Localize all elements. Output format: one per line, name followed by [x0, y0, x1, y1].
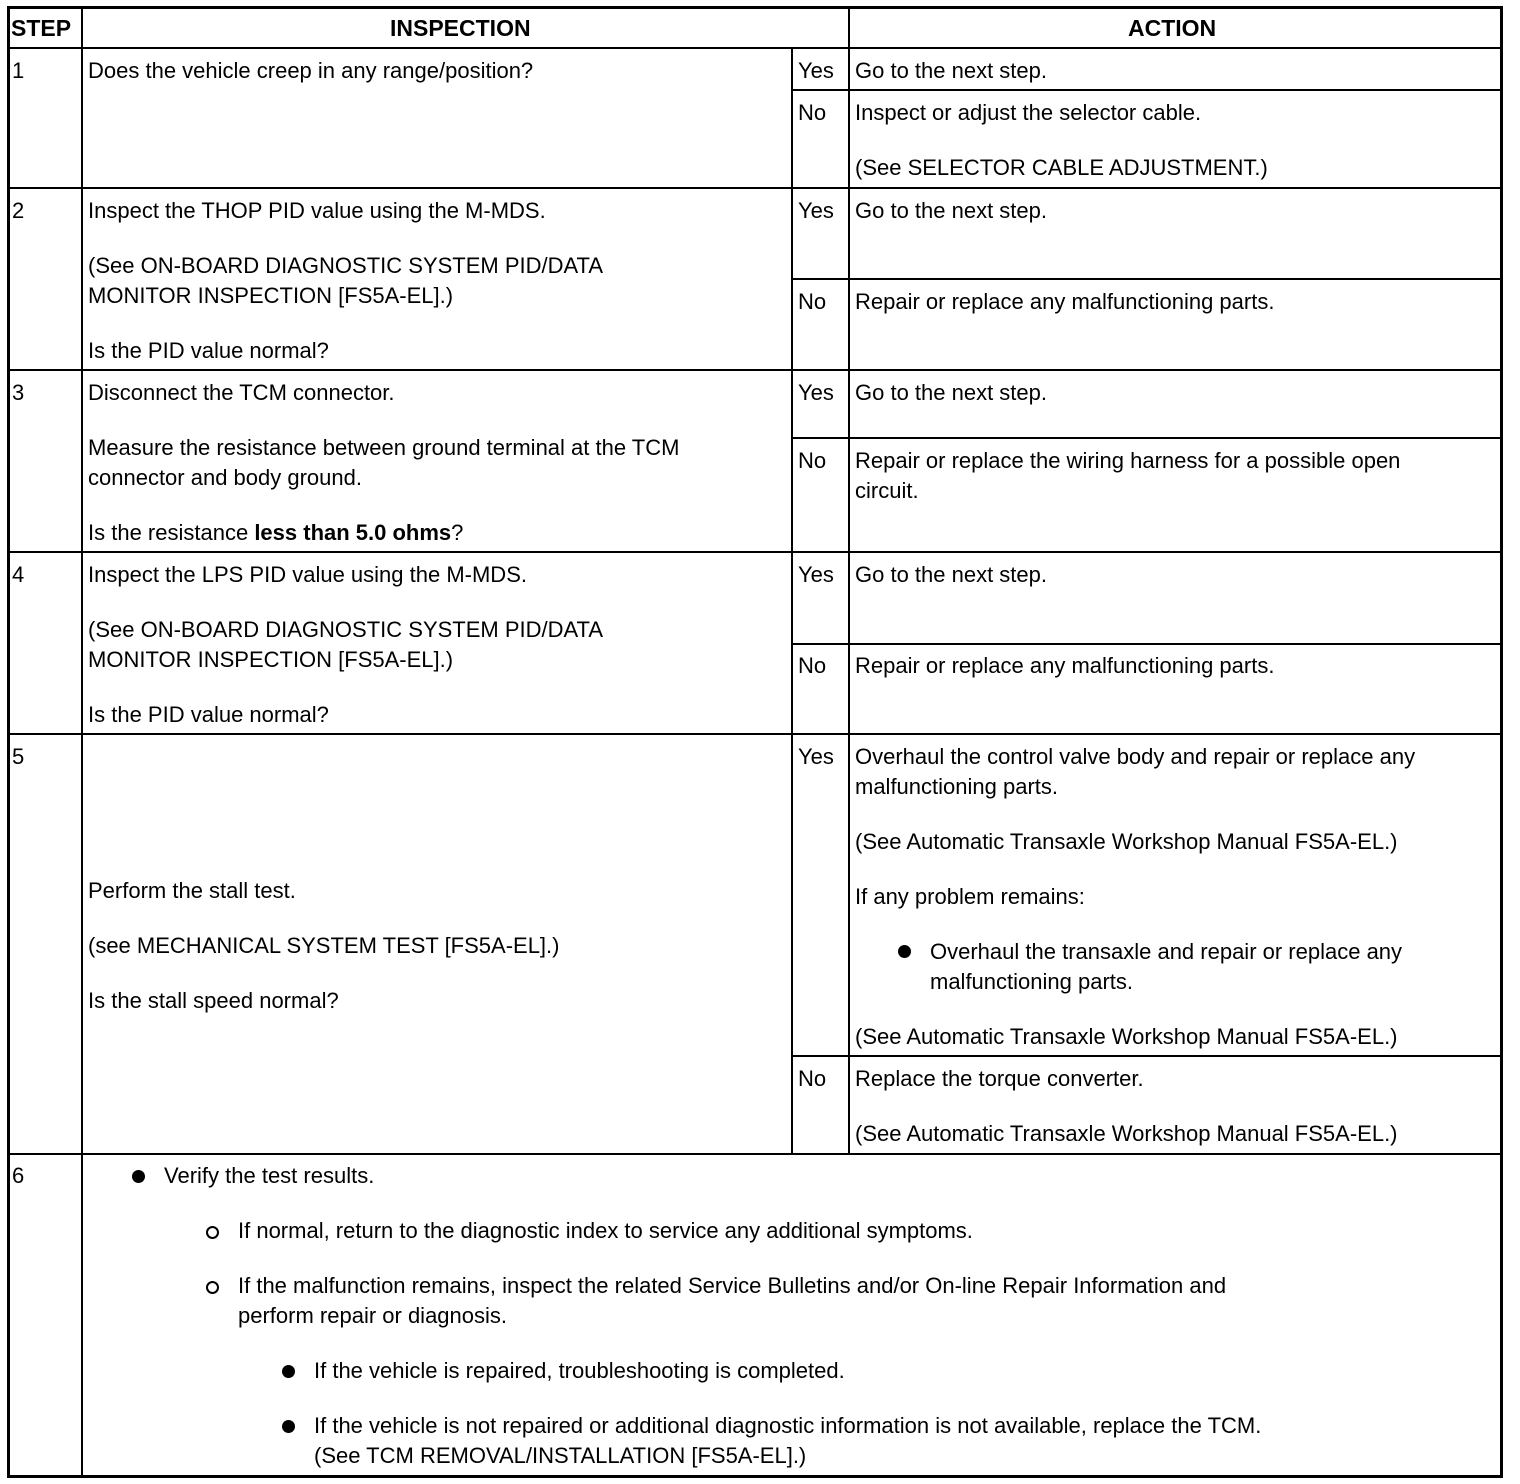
no-label: No [798, 653, 827, 678]
table-border-bottom [7, 1475, 1503, 1478]
inspection-text: Inspect the LPS PID value using the M-MDS. [88, 562, 527, 587]
inspection-text: Is the stall speed normal? [88, 988, 339, 1013]
table-border-right [1500, 6, 1503, 1478]
yes-label: Yes [798, 380, 834, 405]
yes-action-text: Go to the next step. [855, 198, 1048, 223]
yes-action-text: If any problem remains: [855, 884, 1085, 909]
inspection-text: Is the PID value normal? [88, 338, 329, 363]
inspection-text: Perform the stall test. [88, 878, 296, 903]
inspection-text: (See ON-BOARD DIAGNOSTIC SYSTEM PID/DATA [88, 617, 604, 642]
col-divider-action [848, 6, 850, 1155]
header-step: STEP [11, 15, 72, 41]
yes-action-text: Overhaul the control valve body and repair or replace any [855, 744, 1416, 769]
step-number: 3 [12, 380, 25, 405]
table-border-top [7, 6, 1503, 9]
yes-action-text: Go to the next step. [855, 58, 1048, 83]
row-divider-3 [7, 551, 1503, 553]
yes-no-divider-2 [791, 278, 1503, 280]
list-item: perform repair or diagnosis. [238, 1303, 508, 1328]
yes-action-text: malfunctioning parts. [930, 969, 1133, 994]
list-item: If the vehicle is repaired, troubleshooting is completed. [314, 1358, 845, 1383]
step-number: 1 [12, 58, 25, 83]
inspection-text: Inspect the THOP PID value using the M-MDS. [88, 198, 546, 223]
no-action-text: Inspect or adjust the selector cable. [855, 100, 1202, 125]
no-label: No [798, 448, 827, 473]
sub-bullet-icon [206, 1226, 219, 1239]
bullet-icon [898, 945, 911, 958]
yes-action-text: malfunctioning parts. [855, 774, 1058, 799]
row-divider-1 [7, 187, 1503, 189]
inspection-question [88, 518, 463, 548]
inspection-question-suffix: ? [451, 520, 464, 545]
no-action-text: Repair or replace any malfunctioning parts. [855, 653, 1275, 678]
row-divider-5 [7, 1153, 1503, 1155]
step-number: 6 [12, 1163, 25, 1188]
inspection-text: MONITOR INSPECTION [FS5A-EL].) [88, 283, 454, 308]
step-number: 5 [12, 744, 25, 769]
step-number: 2 [12, 198, 25, 223]
no-action-text: Repair or replace the wiring harness for a possible open [855, 448, 1401, 473]
yes-label: Yes [798, 58, 834, 83]
yes-label: Yes [798, 198, 834, 223]
yes-action-text: (See Automatic Transaxle Workshop Manual FS5A-EL.) [855, 1024, 1398, 1049]
step-number: 4 [12, 562, 25, 587]
row-divider-header [7, 47, 1503, 49]
inspection-text: Is the PID value normal? [88, 702, 329, 727]
yes-action-text: Overhaul the transaxle and repair or replace any [930, 939, 1403, 964]
no-action-text: (See Automatic Transaxle Workshop Manual FS5A-EL.) [855, 1121, 1398, 1146]
yes-action-text: Go to the next step. [855, 562, 1048, 587]
list-item: Verify the test results. [164, 1163, 375, 1188]
yes-no-divider-4 [791, 643, 1503, 645]
list-item: If normal, return to the diagnostic index to service any additional symptoms. [238, 1218, 973, 1243]
col-divider-inspection [791, 48, 793, 1155]
list-item: If the vehicle is not repaired or additional diagnostic information is not available, replace the TCM. [314, 1413, 1262, 1438]
inspection-text: (See ON-BOARD DIAGNOSTIC SYSTEM PID/DATA [88, 253, 604, 278]
bullet-icon [282, 1420, 295, 1433]
bullet-icon [132, 1170, 145, 1183]
row-divider-4 [7, 733, 1503, 735]
no-label: No [798, 289, 827, 314]
inspection-text: Measure the resistance between ground terminal at the TCM [88, 435, 680, 460]
no-action-text: circuit. [855, 478, 919, 503]
yes-label: Yes [798, 744, 834, 769]
bullet-icon [282, 1365, 295, 1378]
header-inspection: INSPECTION [390, 15, 531, 41]
yes-label: Yes [798, 562, 834, 587]
inspection-text: MONITOR INSPECTION [FS5A-EL].) [88, 647, 454, 672]
inspection-text: Disconnect the TCM connector. [88, 380, 395, 405]
header-action: ACTION [1128, 15, 1217, 41]
yes-action-text: (See Automatic Transaxle Workshop Manual FS5A-EL.) [855, 829, 1398, 854]
col-divider-step [81, 6, 83, 1478]
yes-no-divider-3 [791, 437, 1503, 439]
inspection-text: connector and body ground. [88, 465, 362, 490]
yes-action-text: Go to the next step. [855, 380, 1048, 405]
table-border-left [7, 6, 10, 1478]
yes-no-divider-1 [791, 89, 1503, 91]
row-divider-2 [7, 369, 1503, 371]
list-item: If the malfunction remains, inspect the related Service Bulletins and/or On-line Repair Information and [238, 1273, 1227, 1298]
inspection-question-prefix: Is the resistance [88, 520, 255, 545]
inspection-text: (see MECHANICAL SYSTEM TEST [FS5A-EL].) [88, 933, 560, 958]
list-item: (See TCM REMOVAL/INSTALLATION [FS5A-EL].) [314, 1443, 807, 1468]
inspection-text: Does the vehicle creep in any range/position? [88, 58, 534, 83]
no-action-text: Replace the torque converter. [855, 1066, 1144, 1091]
yes-no-divider-5 [791, 1055, 1503, 1057]
no-action-text: (See SELECTOR CABLE ADJUSTMENT.) [855, 155, 1268, 180]
no-label: No [798, 1066, 827, 1091]
resistance-threshold: less than 5.0 ohms [254, 520, 452, 545]
sub-bullet-icon [206, 1281, 219, 1294]
no-action-text: Repair or replace any malfunctioning parts. [855, 289, 1275, 314]
no-label: No [798, 100, 827, 125]
